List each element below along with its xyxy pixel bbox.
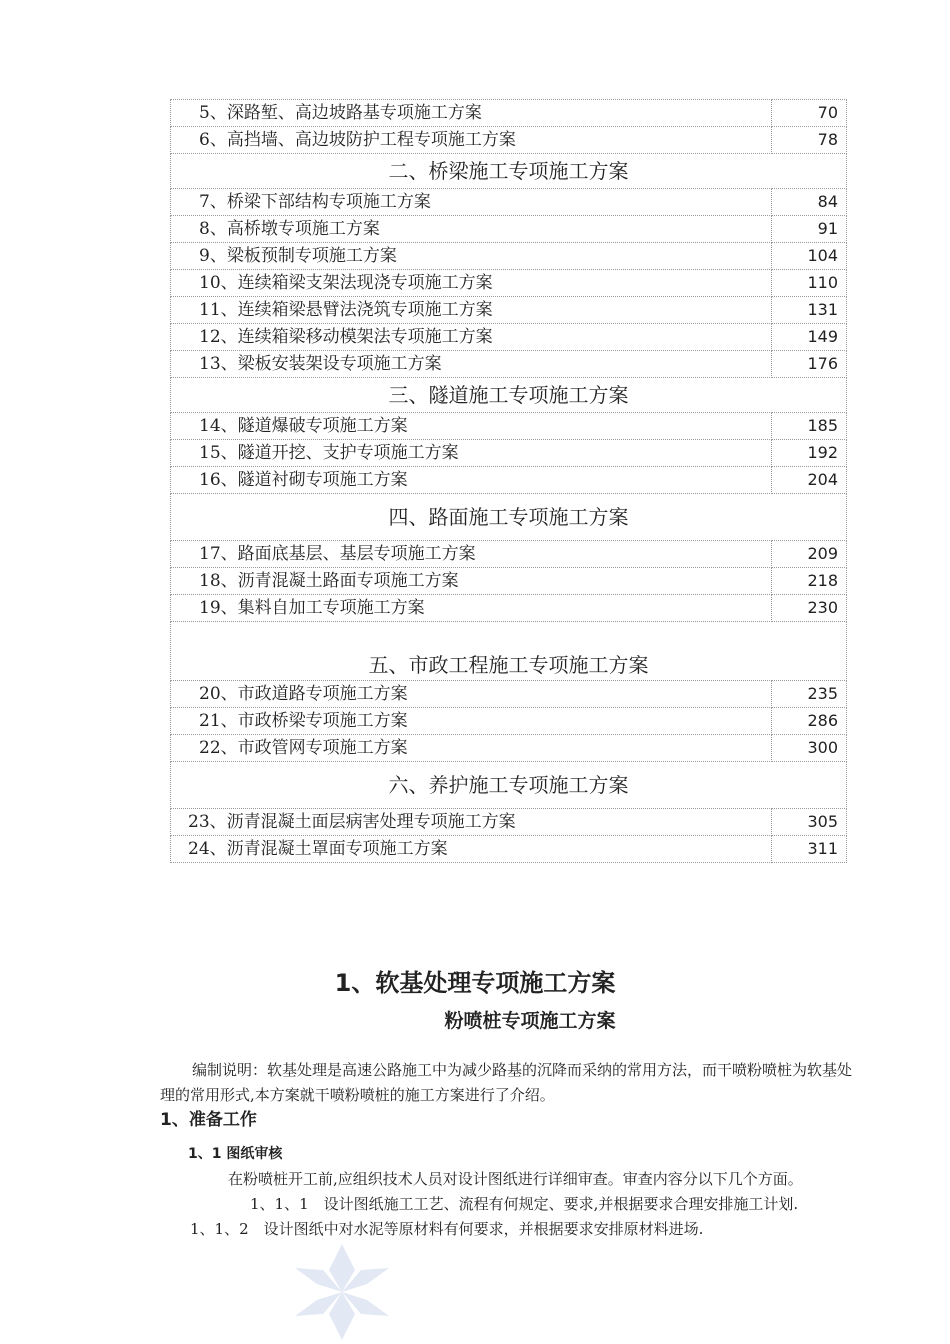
body-text-line: 1、1、2 设计图纸中对水泥等原材料有何要求，并根据要求安排原材料进场. xyxy=(190,1220,704,1238)
toc-item-page-number: 70 xyxy=(772,100,847,127)
toc-item-title: 9、梁板预制专项施工方案 xyxy=(171,243,772,270)
toc-item-title: 12、连续箱梁移动模架法专项施工方案 xyxy=(171,324,772,351)
toc-section-row xyxy=(171,494,847,541)
toc-item-title: 16、隧道衬砌专项施工方案 xyxy=(171,467,772,494)
toc-table xyxy=(170,99,847,863)
toc-item-row[interactable] xyxy=(171,681,847,708)
toc-item-page-number: 78 xyxy=(772,127,847,154)
toc-item-row[interactable] xyxy=(171,568,847,595)
toc-item-page-number: 185 xyxy=(772,413,847,440)
toc-item-row[interactable] xyxy=(171,243,847,270)
toc-item-page-number: 192 xyxy=(772,440,847,467)
section-heading-preparation: 1、准备工作 xyxy=(160,1110,257,1130)
toc-item-title: 23、沥青混凝土面层病害处理专项施工方案 xyxy=(171,809,772,836)
toc-item-title: 6、高挡墙、高边坡防护工程专项施工方案 xyxy=(171,127,772,154)
toc-item-title: 7、桥梁下部结构专项施工方案 xyxy=(171,189,772,216)
toc-item-title: 24、沥青混凝土罩面专项施工方案 xyxy=(171,836,772,863)
toc-item-page-number: 300 xyxy=(772,735,847,762)
toc-item-row[interactable] xyxy=(171,440,847,467)
toc-item-title: 11、连续箱梁悬臂法浇筑专项施工方案 xyxy=(171,297,772,324)
body-text-line: 1、1、1 设计图纸施工工艺、流程有何规定、要求,并根据要求合理安排施工计划. xyxy=(250,1195,799,1213)
toc-item-title: 5、深路堑、高边坡路基专项施工方案 xyxy=(171,100,772,127)
chapter-heading: 1、软基处理专项施工方案 xyxy=(334,969,616,997)
toc-body xyxy=(171,100,847,863)
toc-item-title: 22、市政管网专项施工方案 xyxy=(171,735,772,762)
toc-item-page-number: 230 xyxy=(772,595,847,622)
toc-item-page-number: 218 xyxy=(772,568,847,595)
toc-item-row[interactable] xyxy=(171,127,847,154)
body-text-line: 在粉喷桩开工前,应组织技术人员对设计图纸进行详细审查。审查内容分以下几个方面。 xyxy=(228,1170,803,1188)
toc-item-page-number: 209 xyxy=(772,541,847,568)
toc-item-page-number: 84 xyxy=(772,189,847,216)
toc-item-row[interactable] xyxy=(171,595,847,622)
toc-section-title: 四、路面施工专项施工方案 xyxy=(171,494,847,541)
toc-item-row[interactable] xyxy=(171,735,847,762)
toc-item-title: 13、梁板安装架设专项施工方案 xyxy=(171,351,772,378)
toc-section-row xyxy=(171,154,847,189)
toc-section-title: 三、隧道施工专项施工方案 xyxy=(171,378,847,413)
toc-item-title: 19、集料自加工专项施工方案 xyxy=(171,595,772,622)
toc-section-title: 二、桥梁施工专项施工方案 xyxy=(171,154,847,189)
toc-item-row[interactable] xyxy=(171,270,847,297)
toc-item-title: 21、市政桥梁专项施工方案 xyxy=(171,708,772,735)
toc-item-row[interactable] xyxy=(171,189,847,216)
toc-item-page-number: 235 xyxy=(772,681,847,708)
toc-item-row[interactable] xyxy=(171,413,847,440)
toc-item-row[interactable] xyxy=(171,708,847,735)
toc-item-title: 10、连续箱梁支架法现浇专项施工方案 xyxy=(171,270,772,297)
toc-item-page-number: 149 xyxy=(772,324,847,351)
toc-section-row xyxy=(171,378,847,413)
toc-section-title: 六、养护施工专项施工方案 xyxy=(171,762,847,809)
toc-item-row[interactable] xyxy=(171,836,847,863)
toc-item-title: 17、路面底基层、基层专项施工方案 xyxy=(171,541,772,568)
toc-item-page-number: 305 xyxy=(772,809,847,836)
toc-item-page-number: 104 xyxy=(772,243,847,270)
toc-item-page-number: 91 xyxy=(772,216,847,243)
subsection-heading-drawing-review: 1、1 图纸审核 xyxy=(188,1146,283,1162)
toc-item-page-number: 110 xyxy=(772,270,847,297)
section-subheading: 粉喷桩专项施工方案 xyxy=(444,1010,616,1032)
toc-item-title: 8、高桥墩专项施工方案 xyxy=(171,216,772,243)
toc-item-page-number: 286 xyxy=(772,708,847,735)
toc-item-row[interactable] xyxy=(171,541,847,568)
toc-item-row[interactable] xyxy=(171,467,847,494)
toc-item-page-number: 176 xyxy=(772,351,847,378)
toc-item-page-number: 311 xyxy=(772,836,847,863)
toc-section-row xyxy=(171,762,847,809)
toc-item-row[interactable] xyxy=(171,297,847,324)
toc-item-row[interactable] xyxy=(171,100,847,127)
toc-section-row xyxy=(171,622,847,681)
toc-item-row[interactable] xyxy=(171,351,847,378)
toc-item-row[interactable] xyxy=(171,216,847,243)
toc-item-title: 14、隧道爆破专项施工方案 xyxy=(171,413,772,440)
toc-item-row[interactable] xyxy=(171,324,847,351)
toc-item-page-number: 131 xyxy=(772,297,847,324)
watermark-logo-icon xyxy=(287,1240,397,1344)
toc-section-title: 五、市政工程施工专项施工方案 xyxy=(171,622,847,681)
toc-item-title: 20、市政道路专项施工方案 xyxy=(171,681,772,708)
toc-item-title: 15、隧道开挖、支护专项施工方案 xyxy=(171,440,772,467)
intro-paragraph: 编制说明：软基处理是高速公路施工中为减少路基的沉降而采纳的常用方法，而干喷粉喷桩为软基处理的常用形式,本方案就干喷粉喷桩的施工方案进行了介绍。 xyxy=(160,1061,853,1104)
toc-item-row[interactable] xyxy=(171,809,847,836)
toc-item-page-number: 204 xyxy=(772,467,847,494)
toc-item-title: 18、沥青混凝土路面专项施工方案 xyxy=(171,568,772,595)
